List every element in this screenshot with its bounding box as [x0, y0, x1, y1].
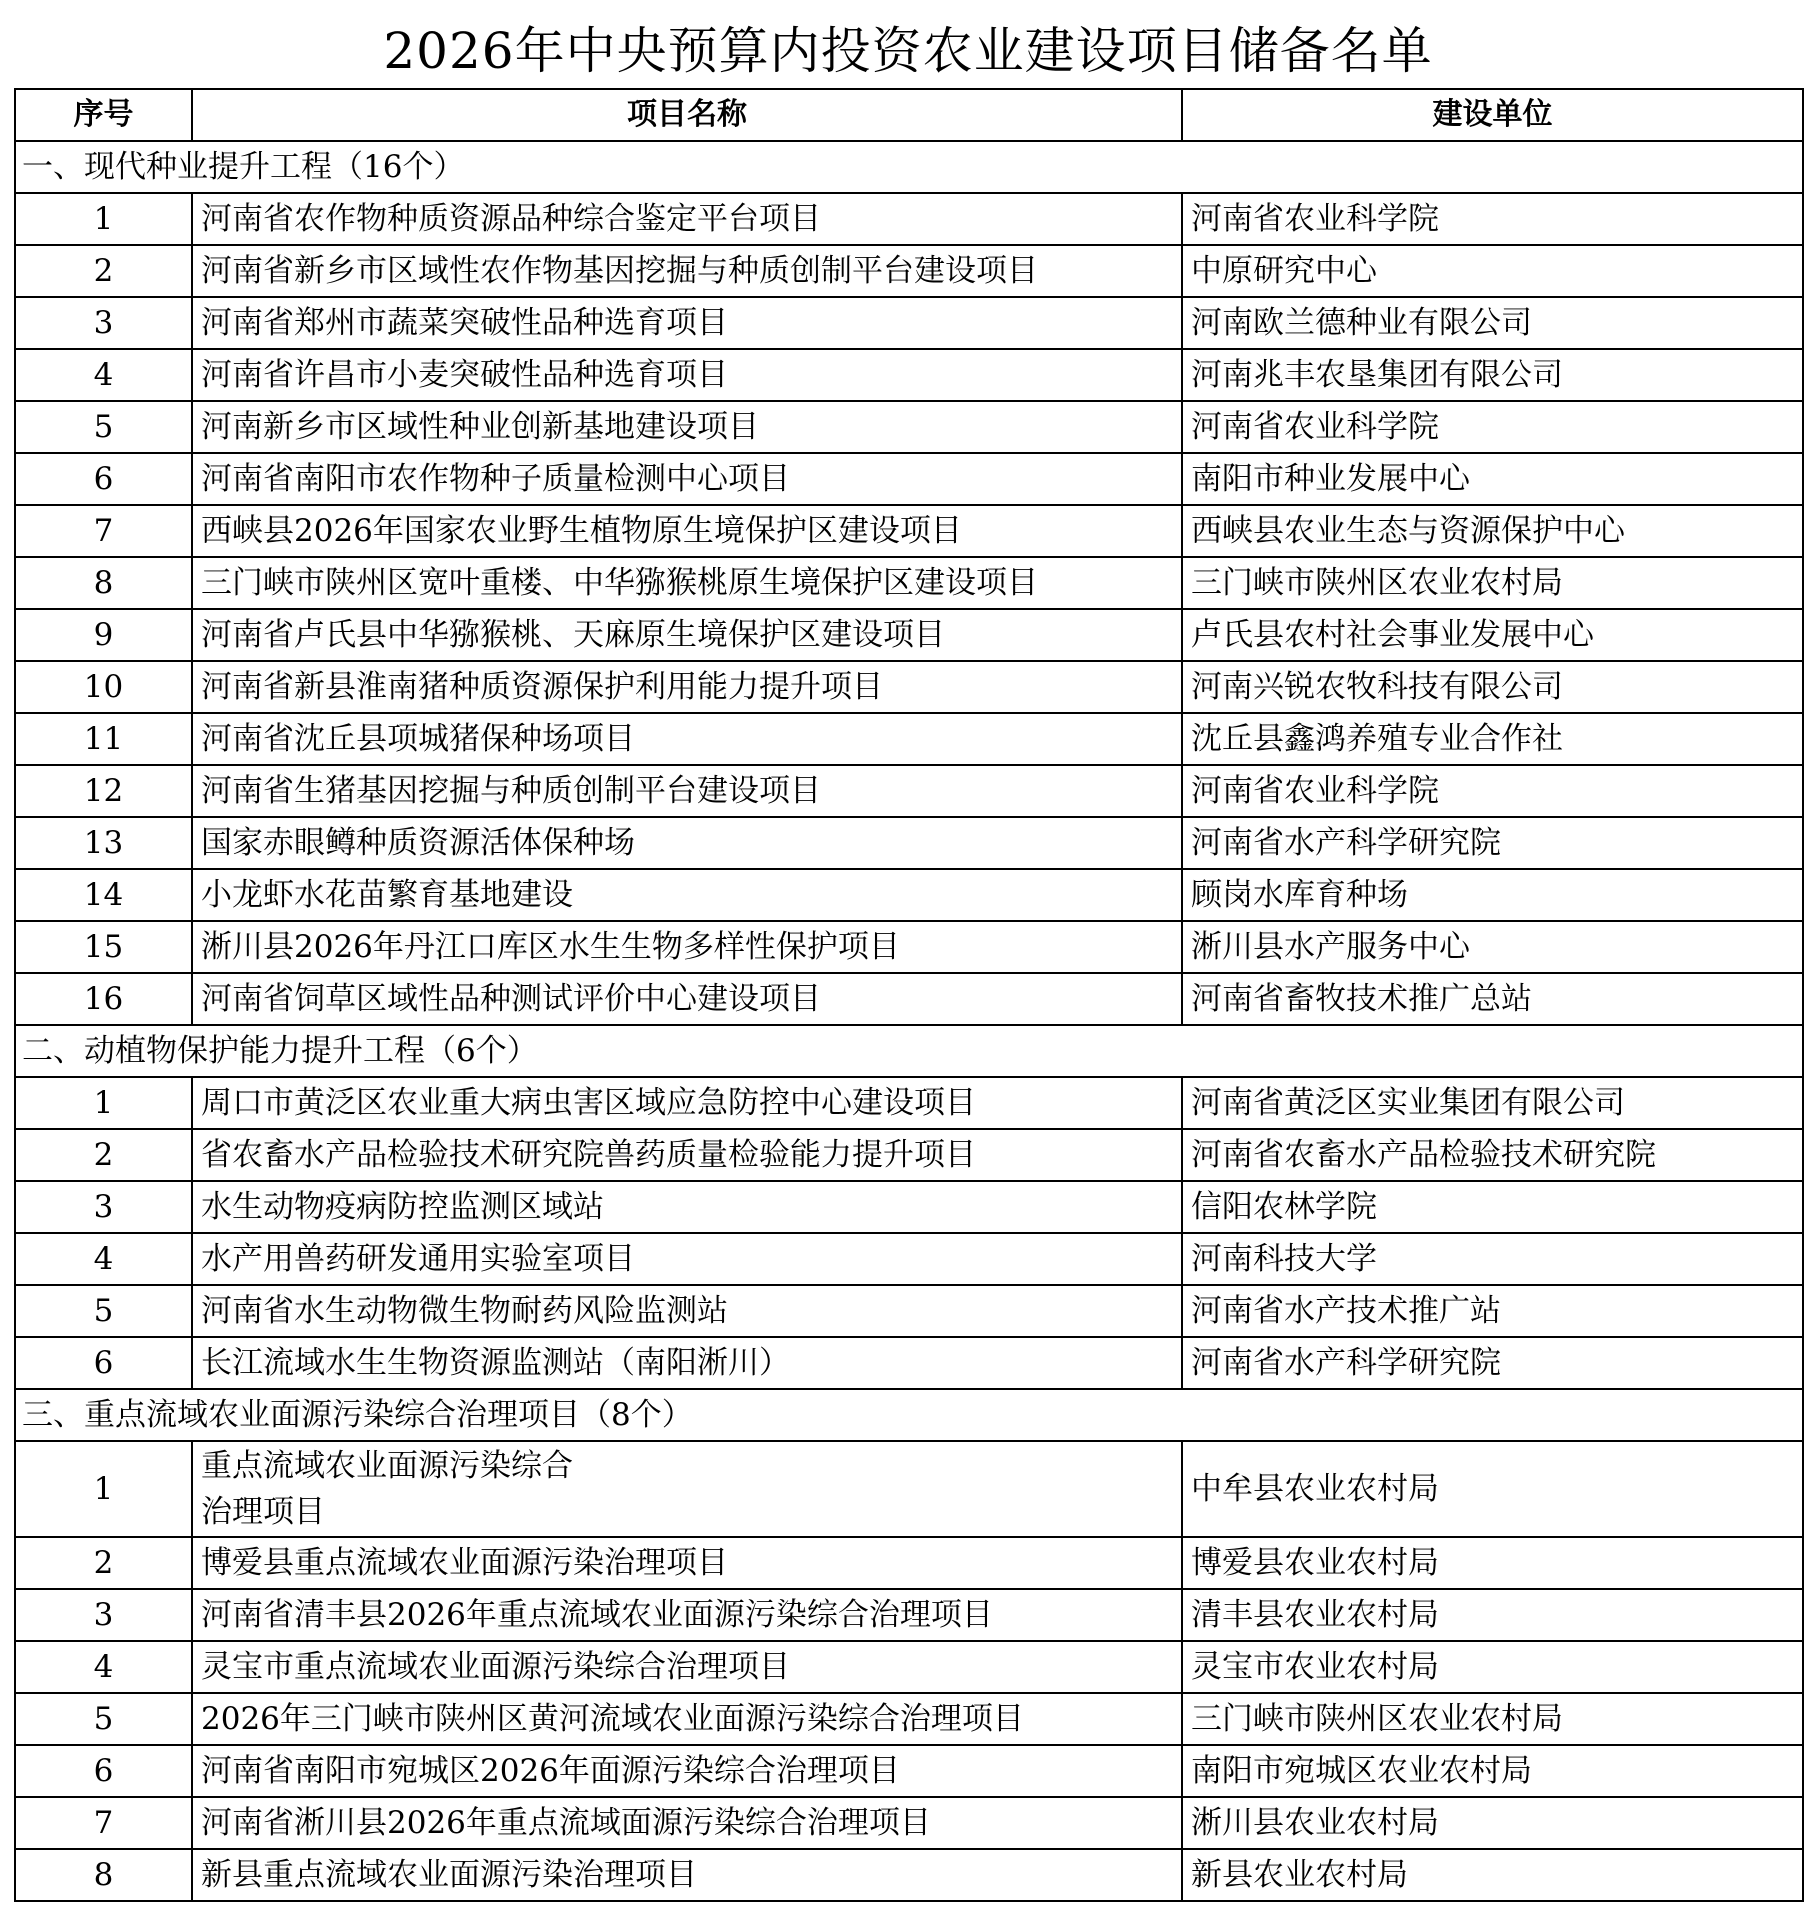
- table-row: [15, 1589, 1803, 1641]
- construction-unit-cell[interactable]: 信阳农林学院: [1182, 1181, 1803, 1233]
- project-name-cell[interactable]: 河南省卢氏县中华猕猴桃、天麻原生境保护区建设项目: [192, 609, 1182, 661]
- construction-unit-cell[interactable]: 新县农业农村局: [1182, 1849, 1803, 1901]
- section-heading[interactable]: 三、重点流域农业面源污染综合治理项目（8个）: [15, 1389, 1803, 1441]
- project-name-cell[interactable]: 国家赤眼鳟种质资源活体保种场: [192, 817, 1182, 869]
- project-name-cell[interactable]: 河南省农作物种质资源品种综合鉴定平台项目: [192, 193, 1182, 245]
- project-name-cell[interactable]: 河南省南阳市农作物种子质量检测中心项目: [192, 453, 1182, 505]
- section-heading-row: [15, 1025, 1803, 1077]
- project-name-cell[interactable]: 河南省新县淮南猪种质资源保护利用能力提升项目: [192, 661, 1182, 713]
- row-number-cell[interactable]: 5: [15, 1693, 192, 1745]
- row-number-cell[interactable]: 6: [15, 1745, 192, 1797]
- section-heading[interactable]: 一、现代种业提升工程（16个）: [15, 141, 1803, 193]
- table-row: [15, 505, 1803, 557]
- row-number-cell[interactable]: 7: [15, 1797, 192, 1849]
- row-number-cell[interactable]: 2: [15, 1129, 192, 1181]
- construction-unit-cell[interactable]: 河南欧兰德种业有限公司: [1182, 297, 1803, 349]
- table-row: [15, 609, 1803, 661]
- project-name-cell[interactable]: 河南省饲草区域性品种测试评价中心建设项目: [192, 973, 1182, 1025]
- construction-unit-cell[interactable]: 河南省农业科学院: [1182, 401, 1803, 453]
- row-number-cell[interactable]: 1: [15, 193, 192, 245]
- construction-unit-cell[interactable]: 沈丘县鑫鸿养殖专业合作社: [1182, 713, 1803, 765]
- row-number-cell[interactable]: 1: [15, 1077, 192, 1129]
- row-number-cell[interactable]: 10: [15, 661, 192, 713]
- table-row: [15, 193, 1803, 245]
- row-number-cell[interactable]: 5: [15, 401, 192, 453]
- construction-unit-cell[interactable]: 河南省农畜水产品检验技术研究院: [1182, 1129, 1803, 1181]
- construction-unit-cell[interactable]: 河南科技大学: [1182, 1233, 1803, 1285]
- row-number-cell[interactable]: 4: [15, 1233, 192, 1285]
- table-row: [15, 1181, 1803, 1233]
- project-name-cell[interactable]: 河南省水生动物微生物耐药风险监测站: [192, 1285, 1182, 1337]
- construction-unit-cell[interactable]: 河南省农业科学院: [1182, 765, 1803, 817]
- table-row: [15, 1849, 1803, 1901]
- row-number-cell[interactable]: 3: [15, 297, 192, 349]
- project-name-cell[interactable]: 河南省淅川县2026年重点流域面源污染综合治理项目: [192, 1797, 1182, 1849]
- construction-unit-cell[interactable]: 淅川县农业农村局: [1182, 1797, 1803, 1849]
- construction-unit-cell[interactable]: 河南兆丰农垦集团有限公司: [1182, 349, 1803, 401]
- table-row: [15, 1745, 1803, 1797]
- project-name-cell[interactable]: 水产用兽药研发通用实验室项目: [192, 1233, 1182, 1285]
- construction-unit-cell[interactable]: 三门峡市陕州区农业农村局: [1182, 1693, 1803, 1745]
- table-row: [15, 1233, 1803, 1285]
- row-number-cell[interactable]: 16: [15, 973, 192, 1025]
- row-number-cell[interactable]: 13: [15, 817, 192, 869]
- row-number-cell[interactable]: 15: [15, 921, 192, 973]
- project-name-cell[interactable]: 长江流域水生生物资源监测站（南阳淅川）: [192, 1337, 1182, 1389]
- project-name-cell[interactable]: [192, 1441, 1182, 1537]
- table-row: [15, 349, 1803, 401]
- row-number-cell[interactable]: 5: [15, 1285, 192, 1337]
- construction-unit-cell[interactable]: 河南省黄泛区实业集团有限公司: [1182, 1077, 1803, 1129]
- row-number-cell[interactable]: 7: [15, 505, 192, 557]
- table-header-row: [15, 89, 1803, 141]
- project-name-cell[interactable]: 淅川县2026年丹江口库区水生生物多样性保护项目: [192, 921, 1182, 973]
- project-name-cell[interactable]: 2026年三门峡市陕州区黄河流域农业面源污染综合治理项目: [192, 1693, 1182, 1745]
- table-row: [15, 1693, 1803, 1745]
- table-row: [15, 973, 1803, 1025]
- row-number-cell[interactable]: 4: [15, 1641, 192, 1693]
- row-number-cell[interactable]: 1: [15, 1441, 192, 1537]
- header-cell-unit[interactable]: 建设单位: [1182, 89, 1803, 141]
- project-name-cell[interactable]: 河南省许昌市小麦突破性品种选育项目: [192, 349, 1182, 401]
- table-row: [15, 1641, 1803, 1693]
- construction-unit-cell[interactable]: 河南省畜牧技术推广总站: [1182, 973, 1803, 1025]
- construction-unit-cell[interactable]: 南阳市种业发展中心: [1182, 453, 1803, 505]
- row-number-cell[interactable]: 4: [15, 349, 192, 401]
- project-name-cell[interactable]: 省农畜水产品检验技术研究院兽药质量检验能力提升项目: [192, 1129, 1182, 1181]
- row-number-cell[interactable]: 2: [15, 1537, 192, 1589]
- construction-unit-cell[interactable]: 西峡县农业生态与资源保护中心: [1182, 505, 1803, 557]
- project-name-cell[interactable]: 河南省生猪基因挖掘与种质创制平台建设项目: [192, 765, 1182, 817]
- construction-unit-cell[interactable]: 灵宝市农业农村局: [1182, 1641, 1803, 1693]
- table-row: [15, 817, 1803, 869]
- project-name-cell[interactable]: 西峡县2026年国家农业野生植物原生境保护区建设项目: [192, 505, 1182, 557]
- project-name-line: 重点流域农业面源污染综合: [201, 1448, 573, 1484]
- header-cell-name[interactable]: 项目名称: [192, 89, 1182, 141]
- construction-unit-cell[interactable]: 中原研究中心: [1182, 245, 1803, 297]
- row-number-cell[interactable]: 6: [15, 453, 192, 505]
- construction-unit-cell[interactable]: 河南省水产技术推广站: [1182, 1285, 1803, 1337]
- construction-unit-cell[interactable]: 河南兴锐农牧科技有限公司: [1182, 661, 1803, 713]
- table-row: [15, 1337, 1803, 1389]
- row-number-cell[interactable]: 14: [15, 869, 192, 921]
- project-name-cell[interactable]: 河南省清丰县2026年重点流域农业面源污染综合治理项目: [192, 1589, 1182, 1641]
- section-heading-row: [15, 1389, 1803, 1441]
- project-name-cell[interactable]: 水生动物疫病防控监测区域站: [192, 1181, 1182, 1233]
- construction-unit-cell[interactable]: 河南省水产科学研究院: [1182, 1337, 1803, 1389]
- project-name-cell[interactable]: 灵宝市重点流域农业面源污染综合治理项目: [192, 1641, 1182, 1693]
- row-number-cell[interactable]: 8: [15, 1849, 192, 1901]
- spreadsheet-page: [14, 14, 1802, 1902]
- header-cell-num[interactable]: 序号: [15, 89, 192, 141]
- project-name-cell[interactable]: 河南省新乡市区域性农作物基因挖掘与种质创制平台建设项目: [192, 245, 1182, 297]
- project-name-cell[interactable]: 河南省沈丘县项城猪保种场项目: [192, 713, 1182, 765]
- project-name-cell[interactable]: 河南新乡市区域性种业创新基地建设项目: [192, 401, 1182, 453]
- construction-unit-cell[interactable]: 淅川县水产服务中心: [1182, 921, 1803, 973]
- table-row: [15, 297, 1803, 349]
- table-row: [15, 713, 1803, 765]
- table-row: [15, 1797, 1803, 1849]
- construction-unit-cell[interactable]: 河南省农业科学院: [1182, 193, 1803, 245]
- table-row: [15, 557, 1803, 609]
- table-row: [15, 869, 1803, 921]
- row-number-cell[interactable]: 9: [15, 609, 192, 661]
- construction-unit-cell[interactable]: 顾岗水库育种场: [1182, 869, 1803, 921]
- project-name-cell[interactable]: 周口市黄泛区农业重大病虫害区域应急防控中心建设项目: [192, 1077, 1182, 1129]
- project-name-cell[interactable]: 博爱县重点流域农业面源污染治理项目: [192, 1537, 1182, 1589]
- table-row: [15, 245, 1803, 297]
- table-row: [15, 765, 1803, 817]
- project-table: [14, 88, 1804, 1902]
- table-row: [15, 1077, 1803, 1129]
- table-row: [15, 1285, 1803, 1337]
- construction-unit-cell[interactable]: 河南省水产科学研究院: [1182, 817, 1803, 869]
- construction-unit-cell[interactable]: 中牟县农业农村局: [1182, 1441, 1803, 1537]
- project-name-cell[interactable]: 三门峡市陕州区宽叶重楼、中华猕猴桃原生境保护区建设项目: [192, 557, 1182, 609]
- row-number-cell[interactable]: 3: [15, 1181, 192, 1233]
- project-name-cell[interactable]: 河南省南阳市宛城区2026年面源污染综合治理项目: [192, 1745, 1182, 1797]
- project-name-line: 治理项目: [201, 1494, 325, 1530]
- table-row: [15, 1441, 1803, 1537]
- table-row: [15, 921, 1803, 973]
- row-number-cell[interactable]: 2: [15, 245, 192, 297]
- table-row: [15, 453, 1803, 505]
- construction-unit-cell[interactable]: 清丰县农业农村局: [1182, 1589, 1803, 1641]
- row-number-cell[interactable]: 12: [15, 765, 192, 817]
- page-title: 2026年中央预算内投资农业建设项目储备名单: [383, 22, 1433, 80]
- table-row: [15, 1537, 1803, 1589]
- construction-unit-cell[interactable]: 南阳市宛城区农业农村局: [1182, 1745, 1803, 1797]
- row-number-cell[interactable]: 3: [15, 1589, 192, 1641]
- row-number-cell[interactable]: 11: [15, 713, 192, 765]
- project-name-cell[interactable]: 小龙虾水花苗繁育基地建设: [192, 869, 1182, 921]
- table-row: [15, 1129, 1803, 1181]
- section-heading[interactable]: 二、动植物保护能力提升工程（6个）: [15, 1025, 1803, 1077]
- construction-unit-cell[interactable]: 卢氏县农村社会事业发展中心: [1182, 609, 1803, 661]
- construction-unit-cell[interactable]: 博爱县农业农村局: [1182, 1537, 1803, 1589]
- construction-unit-cell[interactable]: 三门峡市陕州区农业农村局: [1182, 557, 1803, 609]
- table-row: [15, 661, 1803, 713]
- section-heading-row: [15, 141, 1803, 193]
- table-row: [15, 401, 1803, 453]
- project-name-cell[interactable]: 河南省郑州市蔬菜突破性品种选育项目: [192, 297, 1182, 349]
- row-number-cell[interactable]: 8: [15, 557, 192, 609]
- project-name-cell[interactable]: 新县重点流域农业面源污染治理项目: [192, 1849, 1182, 1901]
- row-number-cell[interactable]: 6: [15, 1337, 192, 1389]
